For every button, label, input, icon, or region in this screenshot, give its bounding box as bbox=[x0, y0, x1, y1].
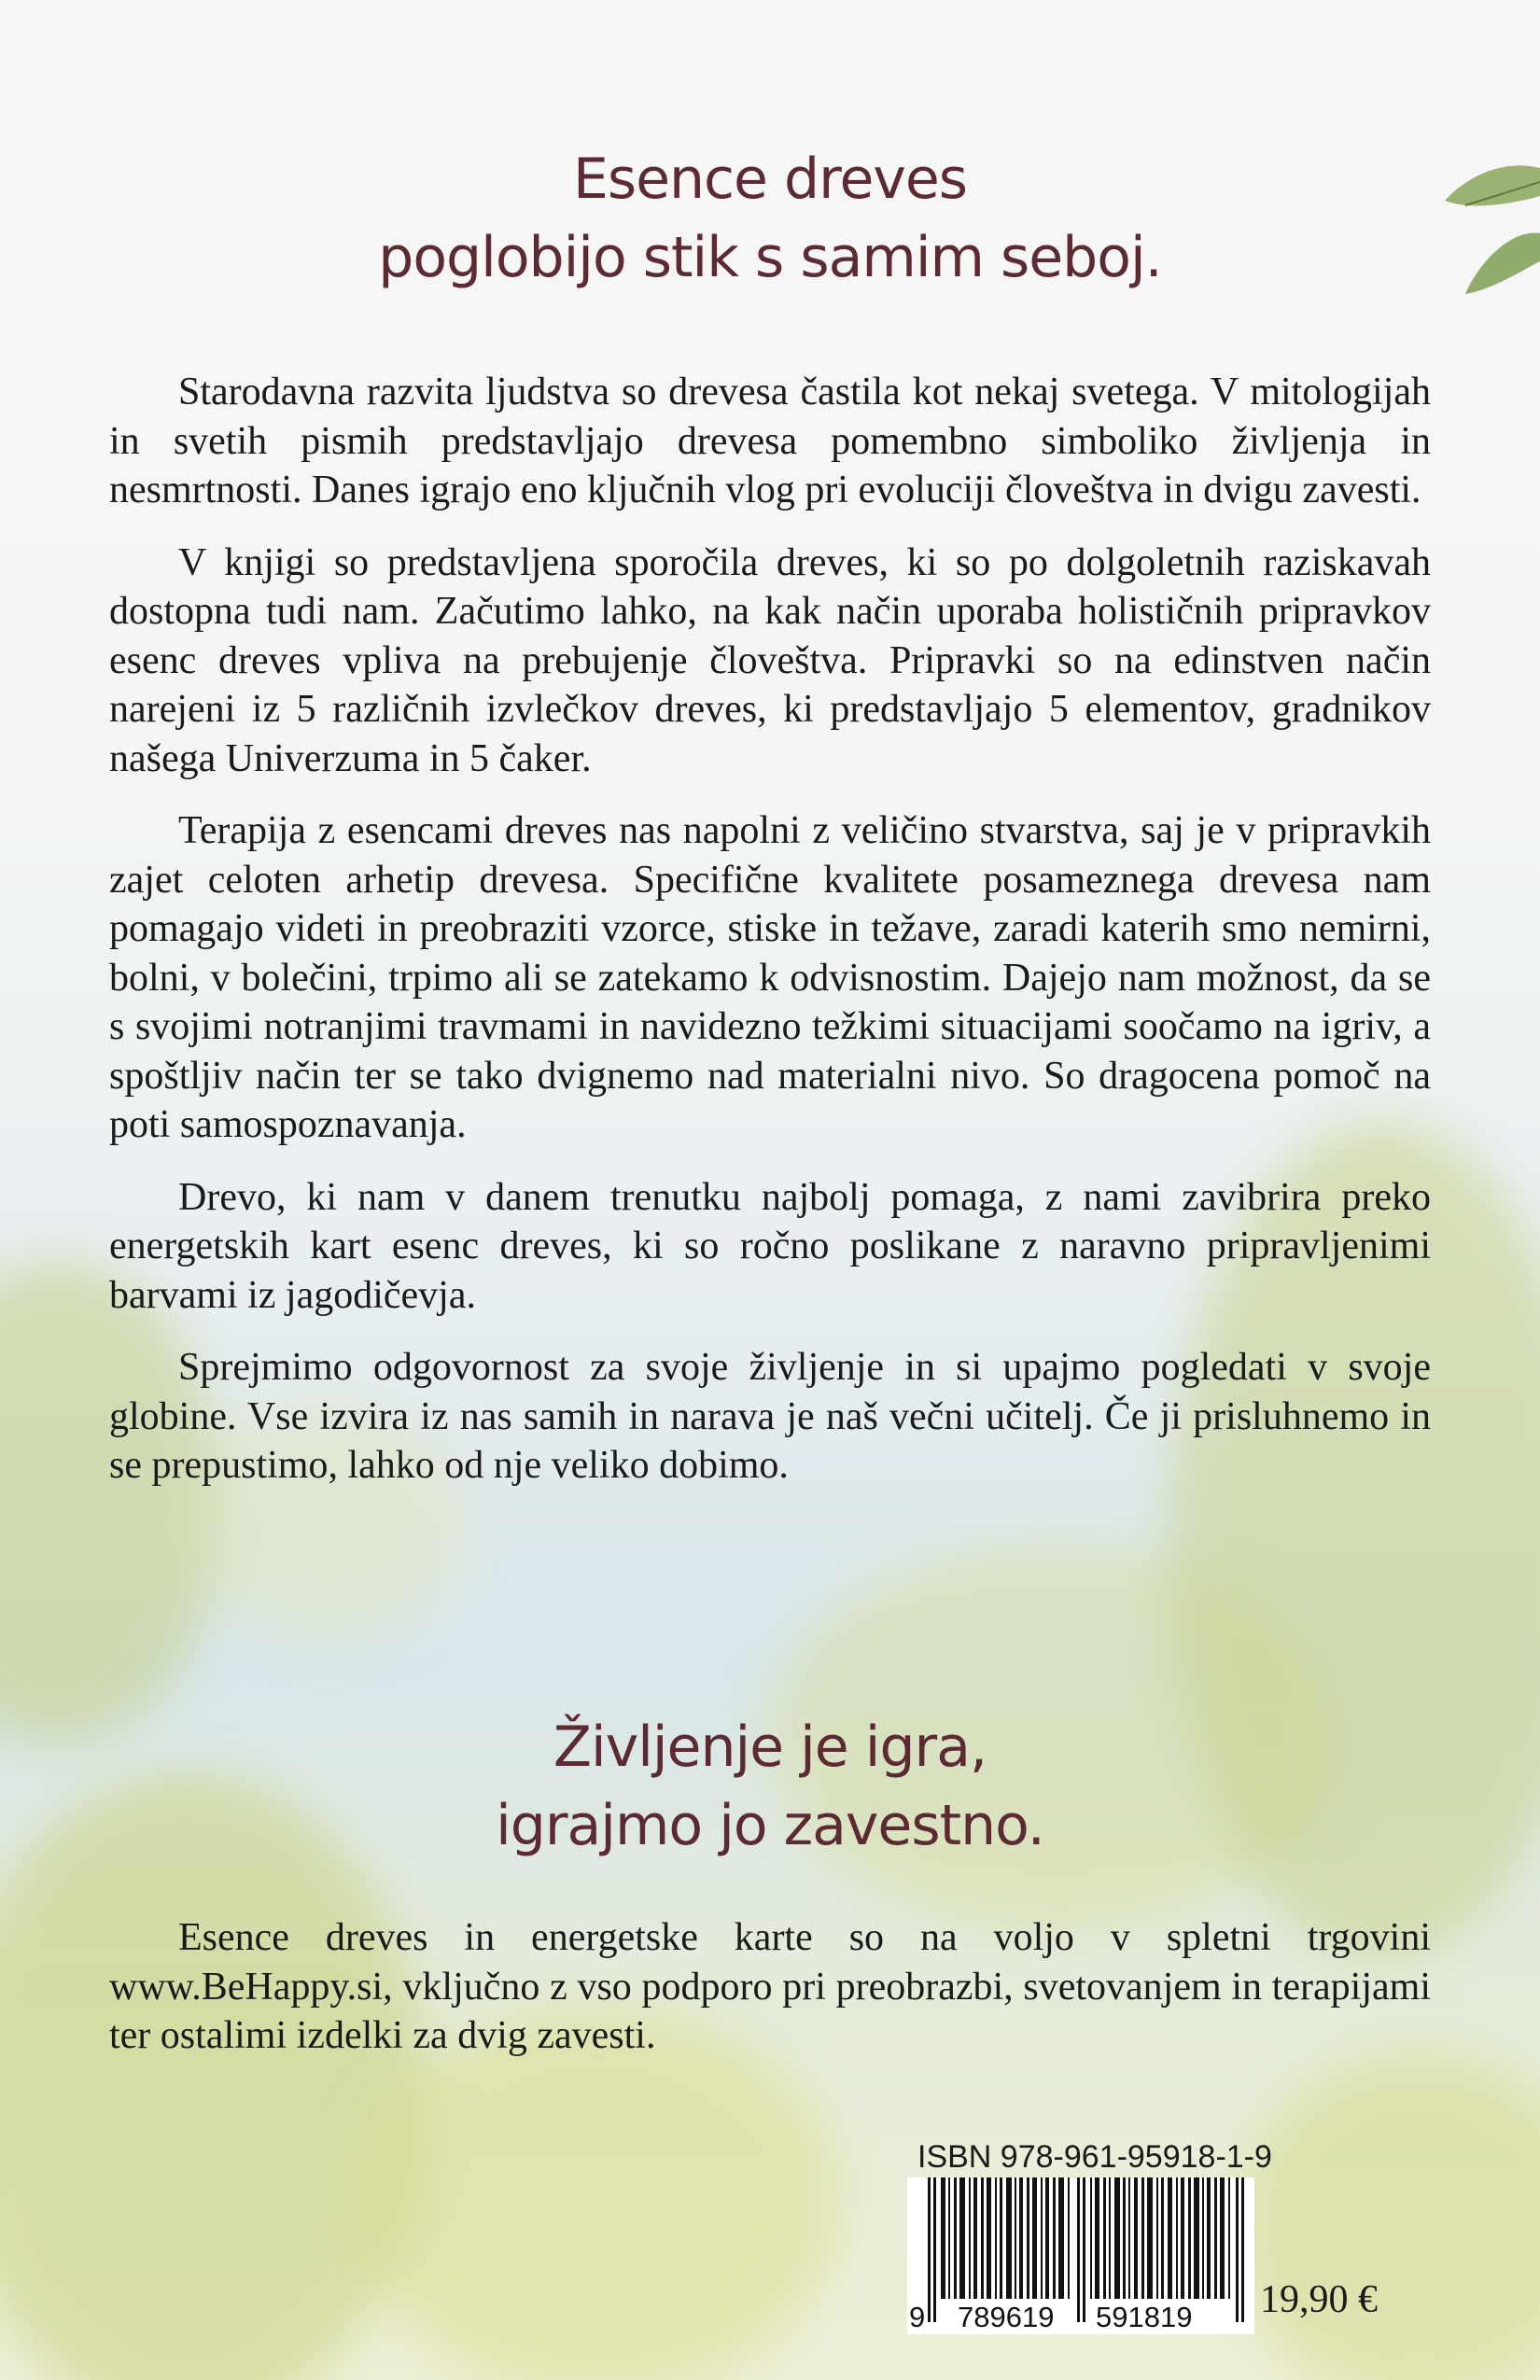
blurb-paragraph: Starodavna razvita ljudstva so drevesa častila kot nekaj svetega. V mitologijah in svetih pismih predstavljajo drevesa pomembno simboliko življenja in nesmrtnosti. Danes igrajo eno ključnih vlog pri evoluciji človeštva in dvigu zavesti. bbox=[109, 371, 1431, 511]
blurb-text bbox=[109, 368, 1431, 1514]
barcode-digits-left: 789619 bbox=[958, 2301, 1055, 2333]
middle-headline bbox=[0, 1708, 1540, 1865]
top-headline-line2: poglobijo stik s samim seboj. bbox=[378, 225, 1162, 290]
middle-headline-line2: igrajmo jo zavestno. bbox=[496, 1793, 1044, 1858]
shop-promo-text: Esence dreves in energetske karte so na voljo v spletni trgovini www.BeHappy.si, vključno z vso podporo pri preobrazbi, svetovanjem in terapijami ter ostalimi izdelki za dvig zavesti. bbox=[109, 1916, 1431, 2057]
barcode bbox=[907, 2177, 1254, 2334]
price: 19,90 € bbox=[1260, 2278, 1378, 2321]
top-headline bbox=[0, 140, 1540, 297]
blurb-paragraph: Terapija z esencami dreves nas napolni z veličino stvarstva, saj je v pripravkih zajet celoten arhetip drevesa. Specifične kvalitete posameznega drevesa nam pomagajo videti in preobraziti vzorce, stiske in težave, zaradi katerih smo nemirni, bolni, v bolečini, trpimo ali se zatekamo k odvisnostim. Dajejo nam možnost, da se s svojimi notranjimi travmami in navidezno težkimi situacijami soočamo na igriv, a spoštljiv način ter se tako dvignemo nad materialni nivo. So dragocena pomoč na poti samospoznavanja. bbox=[109, 809, 1431, 1146]
barcode-digit-first: 9 bbox=[909, 2301, 926, 2333]
foliage-blob bbox=[355, 2007, 840, 2380]
barcode-digits-right: 591819 bbox=[1096, 2301, 1193, 2333]
blurb-paragraph: Sprejmimo odgovornost za svoje življenje in si upajmo pogledati v svoje globine. Vse izvira iz nas samih in narava je naš večni učitelj. Če ji prisluhnemo in se prepustimo, lahko od nje veliko dobimo. bbox=[109, 1346, 1431, 1487]
top-headline-line1: Esence dreves bbox=[572, 147, 968, 212]
isbn-label: ISBN 978-961-95918-1-9 bbox=[917, 2139, 1272, 2175]
foliage-blob bbox=[1232, 2053, 1540, 2380]
blurb-paragraph: V knjigi so predstavljena sporočila dreves, ki so po dolgoletnih raziskavah dostopna tudi nam. Začutimo lahko, na kak način uporaba holističnih pripravkov esenc dreves vpliva na prebujenje človeštva. Pripravki so na edinstven način narejeni iz 5 različnih izvlečkov dreves, ki predstavljajo 5 elementov, gradnikov našega Univerzuma in 5 čaker. bbox=[109, 540, 1431, 780]
blurb-paragraph: Drevo, ki nam v danem trenutku najbolj pomaga, z nami zavibrira preko energetskih kart esenc dreves, ki so ročno poslikane z naravno pripravljenimi barvami iz jagodičevja. bbox=[109, 1175, 1431, 1317]
middle-headline-line1: Življenje je igra, bbox=[553, 1715, 987, 1780]
